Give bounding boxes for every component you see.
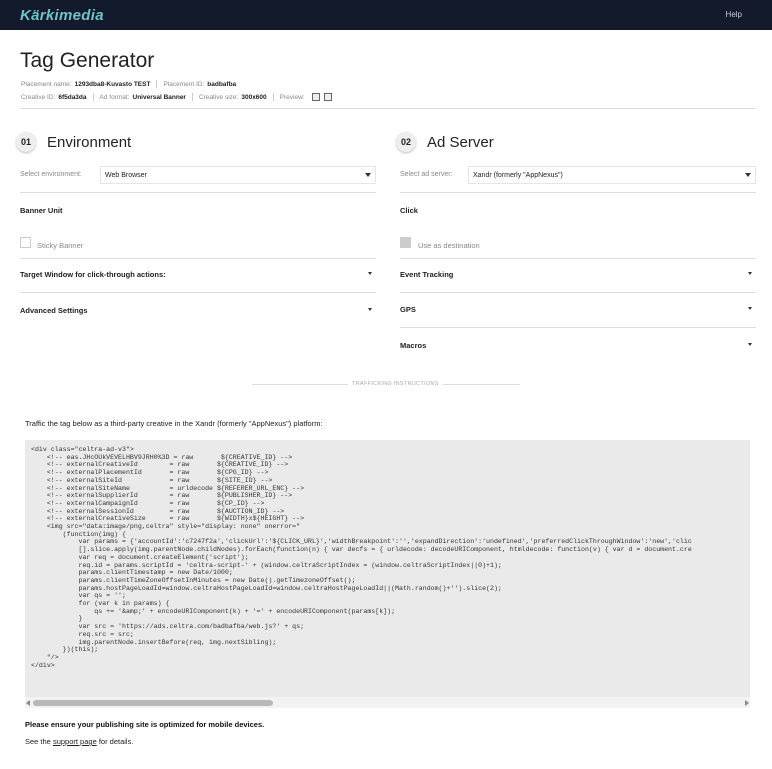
section-number-ad-server: 02 [396,132,416,152]
click-heading: Click [400,206,418,215]
code-line: req.id = params.scriptId = 'celtra-script-' + (window.celtraScriptIndex = (window.celtraScriptIndex||0)+1); [31,561,502,569]
divider [400,192,756,193]
tag-code-text[interactable] [31,446,692,669]
banner-unit-heading: Banner Unit [20,206,63,215]
event-tracking-accordion[interactable]: Event Tracking [400,270,454,279]
select-ad-server-label: Select ad server: [400,171,453,178]
meta-separator [156,80,157,88]
use-as-destination-label: Use as destination [418,241,480,250]
preview-mobile-icon[interactable] [324,93,332,101]
environment-select-value: Web Browser [105,172,147,179]
placement-id-label: Placement ID: [163,80,205,88]
chevron-down-icon [745,173,751,177]
chevron-down-icon[interactable] [748,343,752,346]
ad-server-select[interactable] [468,166,756,184]
support-prefix: See the [25,737,53,746]
divider [400,292,756,293]
section-number-environment: 01 [16,132,36,152]
code-line: params.hostPageLoadId=window.celtraHostPageLoadId=window.celtraHostPageLoadId||(Math.random()+'').slice(2); [31,584,502,592]
header-divider [20,108,755,109]
creative-meta [21,93,332,101]
code-line: img.parentNode.insertBefore(req, img.nextSibling); [31,638,277,646]
meta-separator [273,93,274,101]
brand-logo[interactable]: Kärkimedia [20,7,104,24]
creative-id-label: Creative ID: [21,93,56,101]
macros-accordion[interactable]: Macros [400,341,427,350]
gps-accordion[interactable]: GPS [400,305,416,314]
code-line: <!-- externalSupplierId = raw ${PUBLISHER_ID} --> [31,492,293,500]
code-line: <!-- eas.JHcOUkVEVELHBV9JRH0%3D = raw ${CREATIVE_ID} --> [31,453,293,461]
chevron-down-icon[interactable] [368,308,372,311]
placement-id-value: badbafba [207,80,237,88]
code-line: <img src="data:image/png,celtra" style="display: none" onerror=" [31,523,301,531]
creative-size-label: Creative size: [198,93,239,101]
code-line: <div class="celtra-ad-v3"> [31,446,134,453]
sticky-banner-label: Sticky Banner [37,241,84,250]
code-line: qs += '&amp;' + encodeURIComponent(k) + '=' + encodeURIComponent(params[k]); [31,607,396,615]
divider [20,258,376,259]
chevron-down-icon[interactable] [368,272,372,275]
section-title-environment: Environment [47,134,132,151]
scrollbar-thumb[interactable] [33,700,273,706]
code-line: params.clientTimestamp = new Date/1000; [31,569,233,577]
scroll-right-icon[interactable] [745,700,749,706]
preview-label: Preview: [279,93,305,101]
code-line: <!-- externalPlacementId = raw ${CPG_ID} --> [31,469,269,477]
ad-format-label: Ad format: [99,93,130,101]
sticky-banner-checkbox[interactable] [20,237,31,248]
advanced-settings-accordion[interactable]: Advanced Settings [20,306,88,315]
code-line: <!-- externalSiteId = raw ${SITE_ID} --> [31,476,273,484]
code-line: <!-- externalSiteName = urldecode ${REFERER_URL_ENC} --> [31,484,305,492]
code-line: [].slice.apply(img.parentNode.childNodes).forEach(function(n) { var decfs = { urldecode: decodeURIComponent, htmldecode: function(v) { var d = document.cre [31,546,692,554]
code-line: <!-- externalSessionId = raw ${AUCTION_ID} --> [31,507,285,515]
placement-meta [21,80,236,88]
trafficking-instruction-text: Traffic the tag below as a third-party creative in the Xandr (formerly "AppNexus") platform: [25,419,323,428]
support-text [25,737,133,746]
divider [400,327,756,328]
page-title: Tag Generator [20,49,155,72]
mobile-optimization-notice: Please ensure your publishing site is optimized for mobile devices. [25,720,265,729]
code-line: } [31,615,83,623]
ad-format-value: Universal Banner [132,93,186,101]
code-line: <!-- externalCreativeSize = raw ${WIDTH}x${HEIGHT} --> [31,515,305,523]
select-environment-label: Select environment: [20,171,82,178]
trafficking-instructions-label: TRAFFICKING INSTRUCTIONS [348,381,443,387]
code-line: var req = document.createElement('script'); [31,553,249,561]
help-link[interactable]: Help [725,10,742,19]
code-line: "/> [31,653,59,661]
ad-server-select-value: Xandr (formerly "AppNexus") [473,172,563,179]
placement-name-label: Placement name: [21,80,72,88]
environment-select[interactable] [100,166,376,184]
code-line: for (var k in params) { [31,600,170,608]
target-window-accordion[interactable]: Target Window for click-through actions: [20,270,166,279]
support-page-link[interactable]: support page [52,737,97,746]
meta-separator [93,93,94,101]
preview-desktop-icon[interactable] [312,93,320,101]
placement-name-value: 1293dba8-Kuvasto TEST [74,80,151,88]
divider [400,258,756,259]
use-as-destination-checkbox[interactable] [400,237,411,248]
chevron-down-icon[interactable] [748,272,752,275]
creative-size-value: 300x600 [241,93,267,101]
creative-id-value: 6f5da3da [58,93,87,101]
code-line: </div> [31,661,55,669]
top-bar [0,0,772,30]
divider [20,292,376,293]
code-line: (function(img) { [31,530,126,538]
chevron-down-icon [365,173,371,177]
code-line: <!-- externalCreativeId = raw ${CREATIVE_ID} --> [31,461,289,469]
divider [20,192,376,193]
chevron-down-icon[interactable] [748,307,752,310]
code-line: req.src = src; [31,630,134,638]
support-suffix: for details. [96,737,134,746]
code-line: })(this); [31,646,99,654]
code-line: var qs = ''; [31,592,126,600]
code-line: var src = 'https://ads.celtra.com/badbafba/web.js?' + qs; [31,623,305,631]
code-line: <!-- externalCampaignId = raw ${CP_ID} --> [31,499,265,507]
section-title-ad-server: Ad Server [427,134,494,151]
meta-separator [192,93,193,101]
tag-code-block[interactable] [25,440,750,708]
horizontal-scrollbar[interactable] [25,697,750,708]
code-line: params.clientTimeZoneOffsetInMinutes = new Date().getTimezoneOffset(); [31,576,356,584]
scroll-left-icon[interactable] [26,700,30,706]
code-line: var params = {'accountId':'c7247f2a','clickUrl':'${CLICK_URL}','widthBreakpoint':'','expandDirection':'undefined','preferredClickThroughWindow':'new','clic [31,538,692,546]
